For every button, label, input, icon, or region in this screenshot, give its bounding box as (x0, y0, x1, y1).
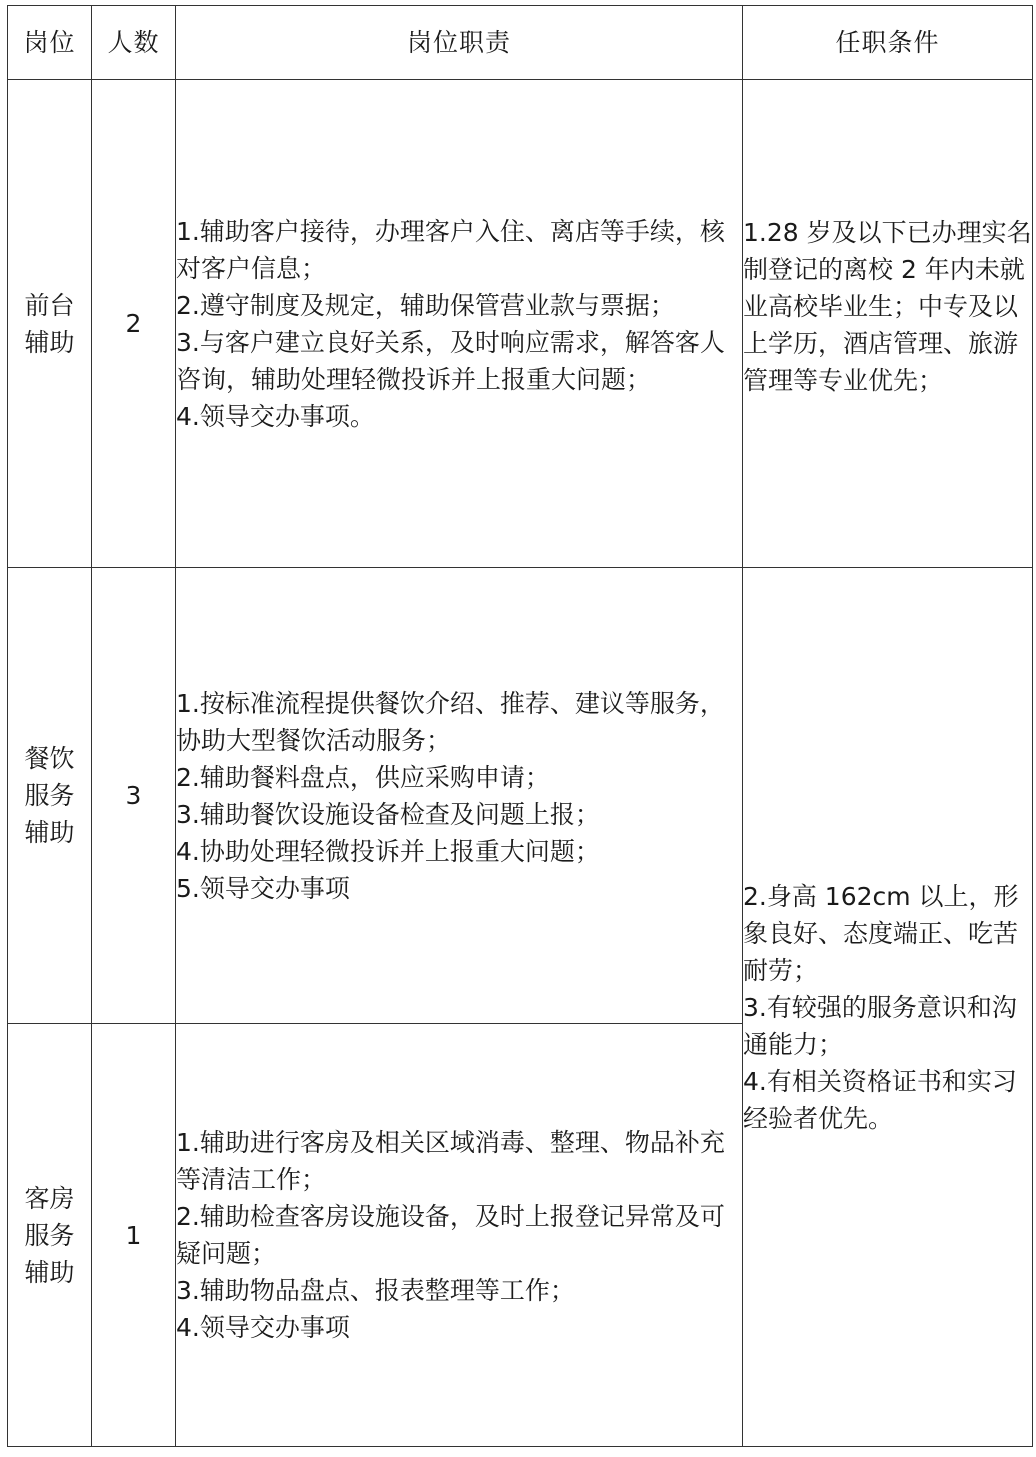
header-duties: 岗位职责 (176, 6, 743, 80)
duty-item: 5.领导交办事项 (176, 873, 350, 903)
post-name-line: 客房 (24, 1183, 75, 1213)
header-row (8, 6, 1033, 80)
post-cell (8, 1024, 92, 1447)
duty-item: 1.辅助客户接待，办理客户入住、离店等手续，核对客户信息； (176, 216, 725, 283)
duty-item: 1.辅助进行客房及相关区域消毒、整理、物品补充等清洁工作； (176, 1128, 725, 1194)
post-cell (8, 568, 92, 1024)
duty-item: 2.辅助餐料盘点，供应采购申请； (176, 762, 550, 792)
header-post: 岗位 (8, 6, 92, 80)
duty-item: 2.遵守制度及规定，辅助保管营业款与票据； (176, 290, 675, 320)
post-name-line: 辅助 (24, 327, 75, 357)
duties-cell (176, 80, 743, 568)
requirement-item: 4.有相关资格证书和实习经验者优先。 (743, 1066, 1017, 1133)
post-name-line: 服务 (24, 1220, 75, 1250)
duty-item: 3.辅助餐饮设施设备检查及问题上报； (176, 799, 600, 829)
duty-item: 4.领导交办事项。 (176, 401, 375, 431)
count-cell: 2 (92, 80, 176, 568)
table-row-catering (8, 568, 1033, 1024)
duties-cell (176, 568, 743, 1024)
post-name-line: 服务 (24, 781, 75, 810)
header-requirements: 任职条件 (743, 6, 1033, 80)
duties-cell (176, 1024, 743, 1447)
duty-item: 3.辅助物品盘点、报表整理等工作； (176, 1276, 575, 1305)
post-name-line: 辅助 (24, 1257, 75, 1287)
duty-item: 4.领导交办事项 (176, 1313, 350, 1342)
count-cell: 3 (92, 568, 176, 1024)
duty-item: 4.协助处理轻微投诉并上报重大问题； (176, 836, 600, 866)
requirement-item: 2.身高 162cm 以上，形象良好、态度端正、吃苦耐劳； (743, 881, 1019, 985)
requirements-cell-shared (743, 568, 1033, 1447)
duty-item: 3.与客户建立良好关系，及时响应需求，解答客人咨询，辅助处理轻微投诉并上报重大问题； (176, 327, 725, 394)
requirement-item: 3.有较强的服务意识和沟通能力； (743, 992, 1017, 1059)
duty-item: 2.辅助检查客房设施设备，及时上报登记异常及可疑问题； (176, 1202, 725, 1268)
requirements-cell-first: 1.28 岁及以下已办理实名制登记的离校 2 年内未就业高校毕业生；中专及以上学历，酒店管理、旅游管理等专业优先； (743, 80, 1033, 568)
post-name-line: 前台 (24, 290, 75, 320)
post-cell (8, 80, 92, 568)
job-table (7, 5, 1033, 1447)
table-row-front-desk (8, 80, 1033, 568)
count-cell: 1 (92, 1024, 176, 1447)
header-count: 人数 (92, 6, 176, 80)
duty-item: 1.按标准流程提供餐饮介绍、推荐、建议等服务，协助大型餐饮活动服务； (176, 688, 725, 755)
post-name-line: 餐饮 (24, 744, 75, 773)
post-name-line: 辅助 (24, 818, 75, 847)
